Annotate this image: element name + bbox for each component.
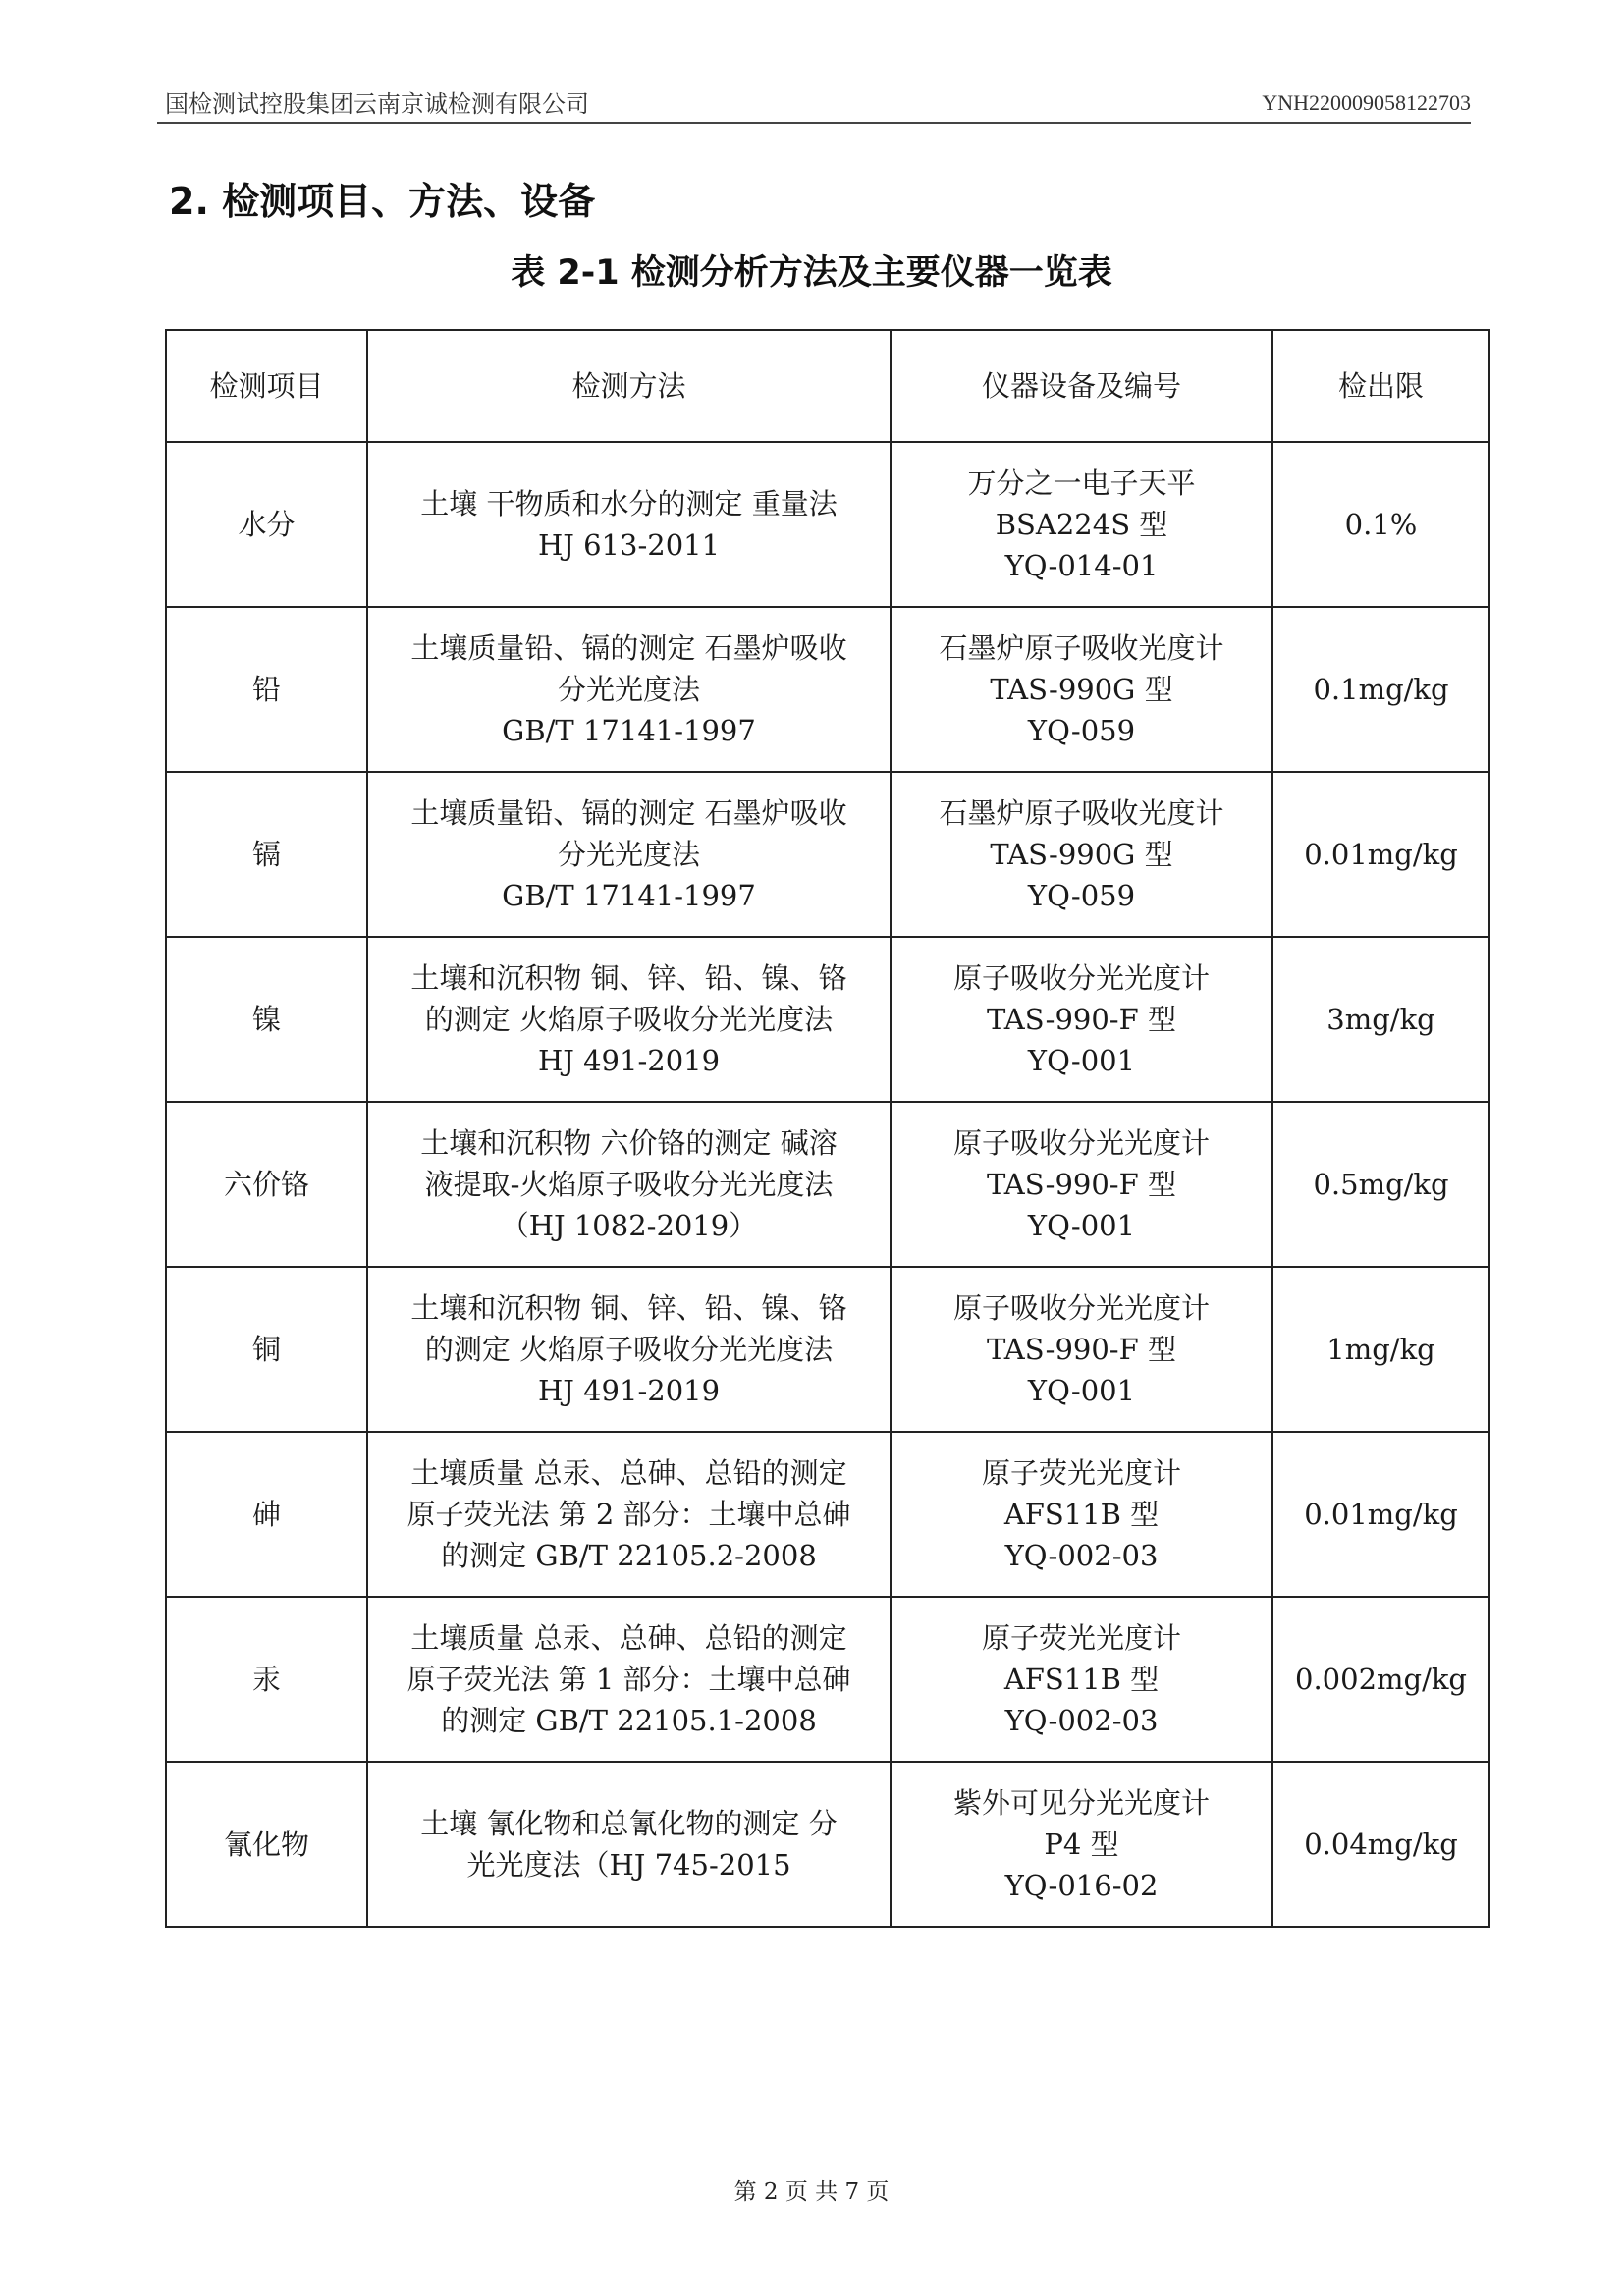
method-line: 的测定 火焰原子吸收分光光度法 — [424, 1003, 834, 1036]
cell-device — [891, 1432, 1272, 1597]
method-table — [165, 329, 1490, 1928]
method-line: 土壤 干物质和水分的测定 重量法 — [420, 487, 838, 520]
method-line: 土壤和沉积物 铜、锌、铅、镍、铬 — [410, 961, 847, 995]
header-item: 检测项目 — [166, 330, 367, 442]
device-line: YQ-016-02 — [1004, 1869, 1159, 1902]
method-line: GB/T 17141-1997 — [502, 714, 756, 747]
table-row — [166, 442, 1489, 607]
device-line: YQ-001 — [1027, 1209, 1136, 1242]
cell-method — [367, 1432, 891, 1597]
device-line: TAS-990G 型 — [990, 838, 1173, 871]
cell-item: 砷 — [166, 1432, 367, 1597]
table-row — [166, 1762, 1489, 1927]
method-line: GB/T 17141-1997 — [502, 879, 756, 912]
table-caption: 表 2-1 检测分析方法及主要仪器一览表 — [511, 253, 1112, 293]
cell-limit: 0.01mg/kg — [1272, 1432, 1489, 1597]
cell-item: 镉 — [166, 772, 367, 937]
method-line: 液提取-火焰原子吸收分光光度法 — [424, 1168, 834, 1201]
method-line: 土壤和沉积物 铜、锌、铅、镍、铬 — [410, 1291, 847, 1325]
cell-limit: 0.002mg/kg — [1272, 1597, 1489, 1762]
device-line: TAS-990-F 型 — [987, 1333, 1176, 1366]
cell-item: 汞 — [166, 1597, 367, 1762]
method-line: HJ 491-2019 — [537, 1044, 721, 1077]
table-row — [166, 607, 1489, 772]
method-line: 土壤质量铅、镉的测定 石墨炉吸收 — [410, 796, 847, 830]
method-line: 原子荧光法 第 1 部分：土壤中总砷 — [406, 1663, 851, 1696]
device-line: TAS-990-F 型 — [987, 1003, 1176, 1036]
header-method: 检测方法 — [367, 330, 891, 442]
table-row — [166, 772, 1489, 937]
cell-limit: 0.1mg/kg — [1272, 607, 1489, 772]
cell-method — [367, 442, 891, 607]
method-line: HJ 491-2019 — [537, 1374, 721, 1407]
device-line: 原子吸收分光光度计 — [952, 1126, 1210, 1160]
method-line: 土壤质量 总汞、总砷、总铅的测定 — [410, 1621, 847, 1655]
device-line: 紫外可见分光光度计 — [952, 1786, 1210, 1820]
company-name: 国检测试控股集团云南京诚检测有限公司 — [165, 90, 589, 118]
cell-method — [367, 607, 891, 772]
device-line: 原子荧光光度计 — [981, 1456, 1181, 1490]
cell-method — [367, 1762, 891, 1927]
table-row — [166, 1432, 1489, 1597]
cell-limit: 0.04mg/kg — [1272, 1762, 1489, 1927]
method-line: 土壤质量铅、镉的测定 石墨炉吸收 — [410, 631, 847, 665]
method-line: HJ 613-2011 — [537, 528, 721, 562]
device-line: YQ-001 — [1027, 1044, 1136, 1077]
device-line: P4 型 — [1044, 1828, 1119, 1861]
page-footer: 第 2 页 共 7 页 — [733, 2179, 890, 2205]
device-line: AFS11B 型 — [1003, 1498, 1160, 1531]
cell-limit: 1mg/kg — [1272, 1267, 1489, 1432]
method-line: 土壤 氰化物和总氰化物的测定 分 — [420, 1807, 838, 1840]
cell-method — [367, 1597, 891, 1762]
device-line: YQ-059 — [1027, 879, 1136, 912]
device-line: 原子吸收分光光度计 — [952, 961, 1210, 995]
method-line: 的测定 GB/T 22105.1-2008 — [441, 1704, 817, 1737]
cell-item: 镍 — [166, 937, 367, 1102]
table-header-row — [166, 330, 1489, 442]
device-line: BSA224S 型 — [995, 508, 1168, 541]
device-line: 万分之一电子天平 — [967, 466, 1196, 500]
cell-device — [891, 1762, 1272, 1927]
cell-method — [367, 937, 891, 1102]
cell-limit: 3mg/kg — [1272, 937, 1489, 1102]
cell-item: 六价铬 — [166, 1102, 367, 1267]
device-line: TAS-990-F 型 — [987, 1168, 1176, 1201]
method-line: 原子荧光法 第 2 部分：土壤中总砷 — [406, 1498, 851, 1531]
cell-limit: 0.01mg/kg — [1272, 772, 1489, 937]
cell-method — [367, 772, 891, 937]
cell-item: 氰化物 — [166, 1762, 367, 1927]
cell-method — [367, 1267, 891, 1432]
device-line: YQ-059 — [1027, 714, 1136, 747]
device-line: 石墨炉原子吸收光度计 — [939, 796, 1224, 830]
cell-method — [367, 1102, 891, 1267]
cell-item: 铜 — [166, 1267, 367, 1432]
table-row — [166, 1267, 1489, 1432]
cell-device — [891, 772, 1272, 937]
cell-limit: 0.1% — [1272, 442, 1489, 607]
method-line: 的测定 火焰原子吸收分光光度法 — [424, 1333, 834, 1366]
cell-limit: 0.5mg/kg — [1272, 1102, 1489, 1267]
header-device: 仪器设备及编号 — [891, 330, 1272, 442]
device-line: YQ-002-03 — [1004, 1704, 1159, 1737]
cell-item: 铅 — [166, 607, 367, 772]
table-body — [166, 442, 1489, 1927]
method-line: 土壤质量 总汞、总砷、总铅的测定 — [410, 1456, 847, 1490]
method-line: 分光光度法 — [557, 838, 700, 871]
method-line: 分光光度法 — [557, 673, 700, 706]
cell-device — [891, 1102, 1272, 1267]
header-divider — [157, 122, 1471, 124]
device-line: 原子吸收分光光度计 — [952, 1291, 1210, 1325]
cell-device — [891, 442, 1272, 607]
device-line: YQ-002-03 — [1004, 1539, 1159, 1572]
cell-device — [891, 607, 1272, 772]
table-row — [166, 1102, 1489, 1267]
device-line: AFS11B 型 — [1003, 1663, 1160, 1696]
table-row — [166, 937, 1489, 1102]
device-line: TAS-990G 型 — [990, 673, 1173, 706]
report-number: YNH220009058122703 — [1262, 90, 1471, 115]
cell-device — [891, 1267, 1272, 1432]
device-line: YQ-001 — [1027, 1374, 1136, 1407]
device-line: 石墨炉原子吸收光度计 — [939, 631, 1224, 665]
section-title: 2. 检测项目、方法、设备 — [169, 180, 596, 223]
table-row — [166, 1597, 1489, 1762]
method-line: 光光度法（HJ 745-2015 — [466, 1848, 791, 1882]
device-line: 原子荧光光度计 — [981, 1621, 1181, 1655]
device-line: YQ-014-01 — [1004, 549, 1159, 582]
header-limit: 检出限 — [1272, 330, 1489, 442]
cell-item: 水分 — [166, 442, 367, 607]
cell-device — [891, 1597, 1272, 1762]
method-line: 的测定 GB/T 22105.2-2008 — [441, 1539, 817, 1572]
method-line: 土壤和沉积物 六价铬的测定 碱溶 — [420, 1126, 838, 1160]
cell-device — [891, 937, 1272, 1102]
method-line: （HJ 1082-2019） — [500, 1209, 758, 1242]
